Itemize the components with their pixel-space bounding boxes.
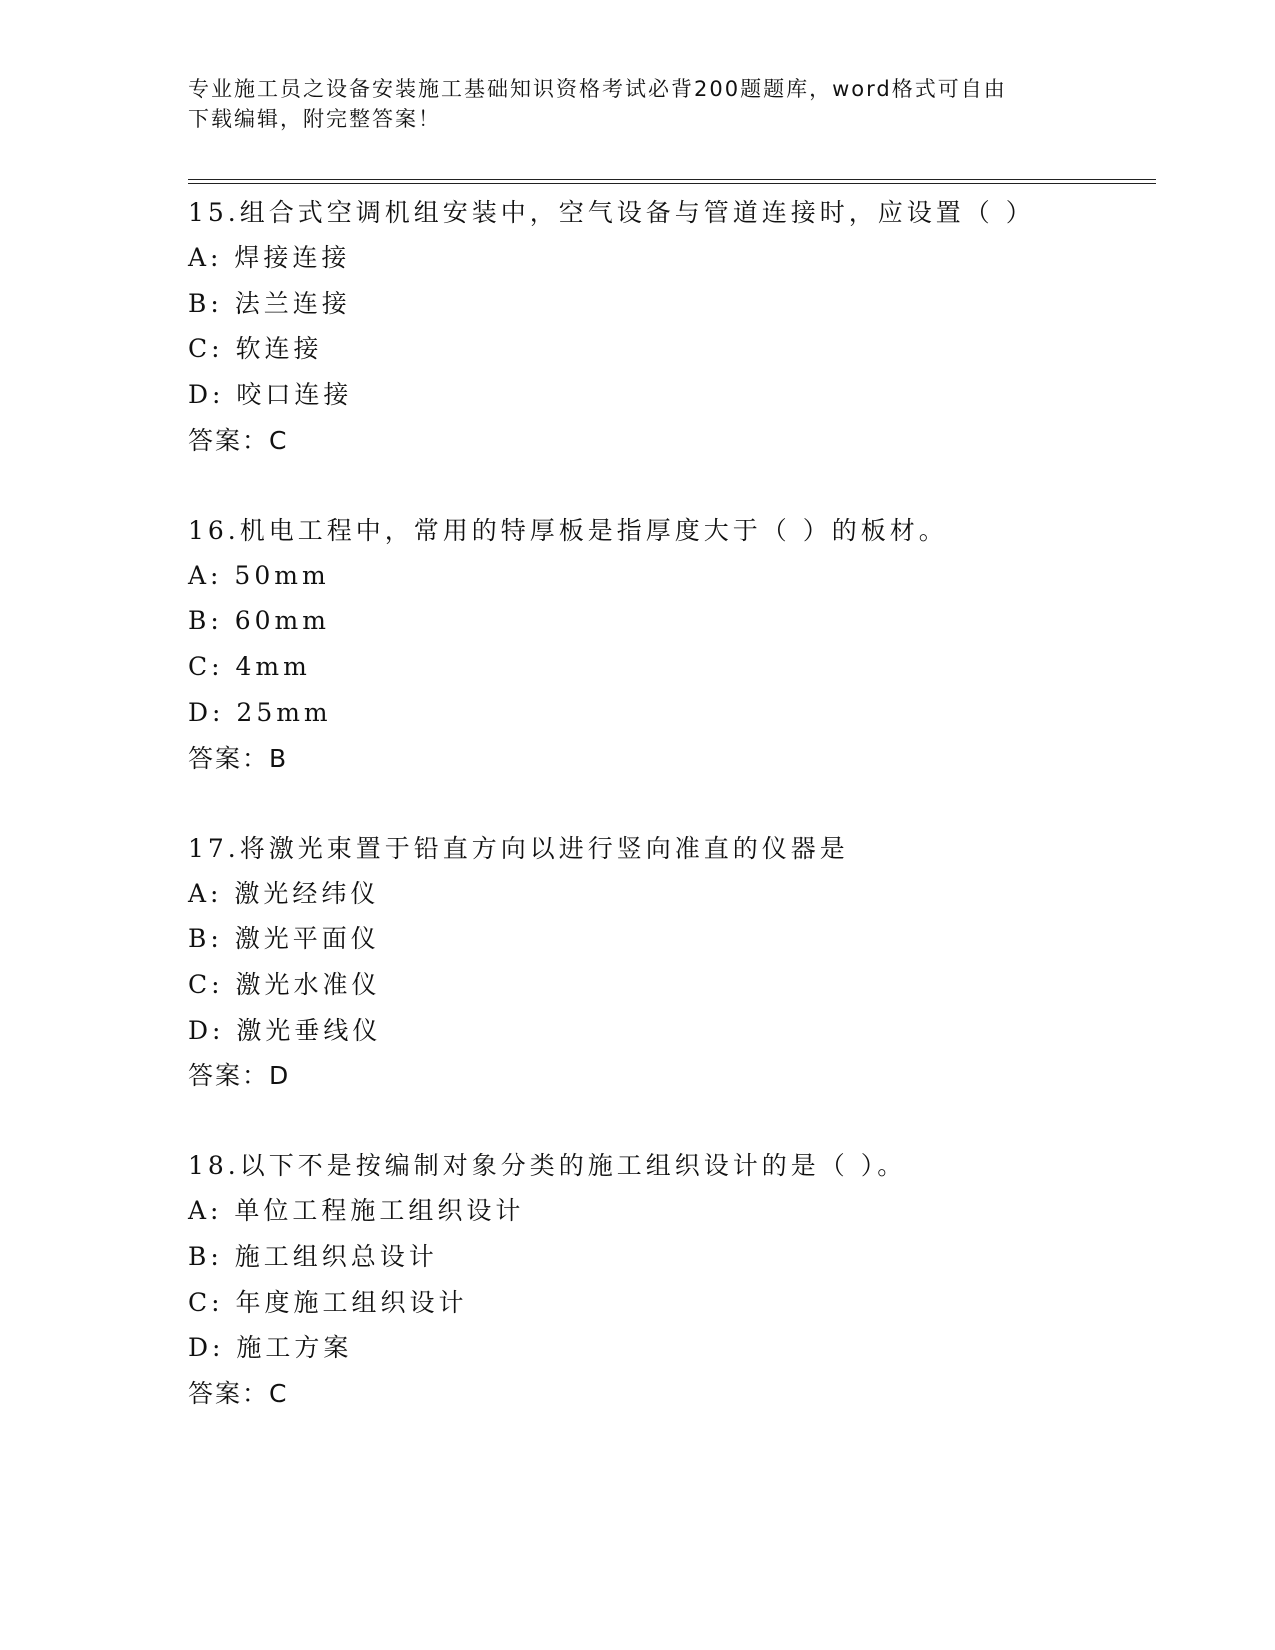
question-stem: 17.将激光束置于铅直方向以进行竖向准直的仪器是 bbox=[188, 833, 849, 863]
option-d: D: 25mm bbox=[188, 697, 332, 727]
question-15 bbox=[188, 190, 1148, 463]
question-18 bbox=[188, 1143, 1148, 1416]
question-16 bbox=[188, 508, 1148, 781]
question-stem: 18.以下不是按编制对象分类的施工组织设计的是（ ）。 bbox=[188, 1151, 907, 1181]
document-header bbox=[188, 74, 1068, 134]
option-b: B: 法兰连接 bbox=[188, 288, 351, 318]
option-a: A: 单位工程施工组织设计 bbox=[188, 1196, 525, 1226]
header-divider-bottom bbox=[188, 183, 1156, 184]
answer-line: 答案：C bbox=[188, 425, 289, 455]
option-a: A: 50mm bbox=[188, 560, 330, 590]
option-b: B: 施工组织总设计 bbox=[188, 1241, 438, 1271]
answer-line: 答案：B bbox=[188, 743, 289, 773]
header-line-2: 下载编辑，附完整答案！ bbox=[188, 107, 441, 131]
option-d: D: 激光垂线仪 bbox=[188, 1015, 382, 1045]
option-c: C: 激光水准仪 bbox=[188, 969, 381, 999]
option-b: B: 60mm bbox=[188, 606, 330, 636]
answer-line: 答案：C bbox=[188, 1379, 289, 1408]
question-17 bbox=[188, 826, 1148, 1099]
header-divider-top bbox=[188, 179, 1156, 180]
option-d: D: 咬口连接 bbox=[188, 380, 353, 410]
option-d: D: 施工方案 bbox=[188, 1333, 353, 1363]
option-a: A: 激光经纬仪 bbox=[188, 878, 380, 908]
option-c: C: 年度施工组织设计 bbox=[188, 1287, 468, 1317]
option-c: C: 软连接 bbox=[188, 334, 323, 364]
option-c: C: 4mm bbox=[188, 652, 311, 682]
option-b: B: 激光平面仪 bbox=[188, 924, 380, 954]
question-stem: 15.组合式空调机组安装中，空气设备与管道连接时，应设置（ ） bbox=[188, 198, 1035, 227]
question-stem: 16.机电工程中，常用的特厚板是指厚度大于（ ）的板材。 bbox=[188, 515, 948, 545]
answer-line: 答案：D bbox=[188, 1061, 291, 1091]
option-a: A: 焊接连接 bbox=[188, 243, 351, 272]
header-line-1: 专业施工员之设备安装施工基础知识资格考试必背200题题库，word格式可自由 bbox=[188, 77, 1007, 101]
question-list bbox=[188, 190, 1148, 1461]
